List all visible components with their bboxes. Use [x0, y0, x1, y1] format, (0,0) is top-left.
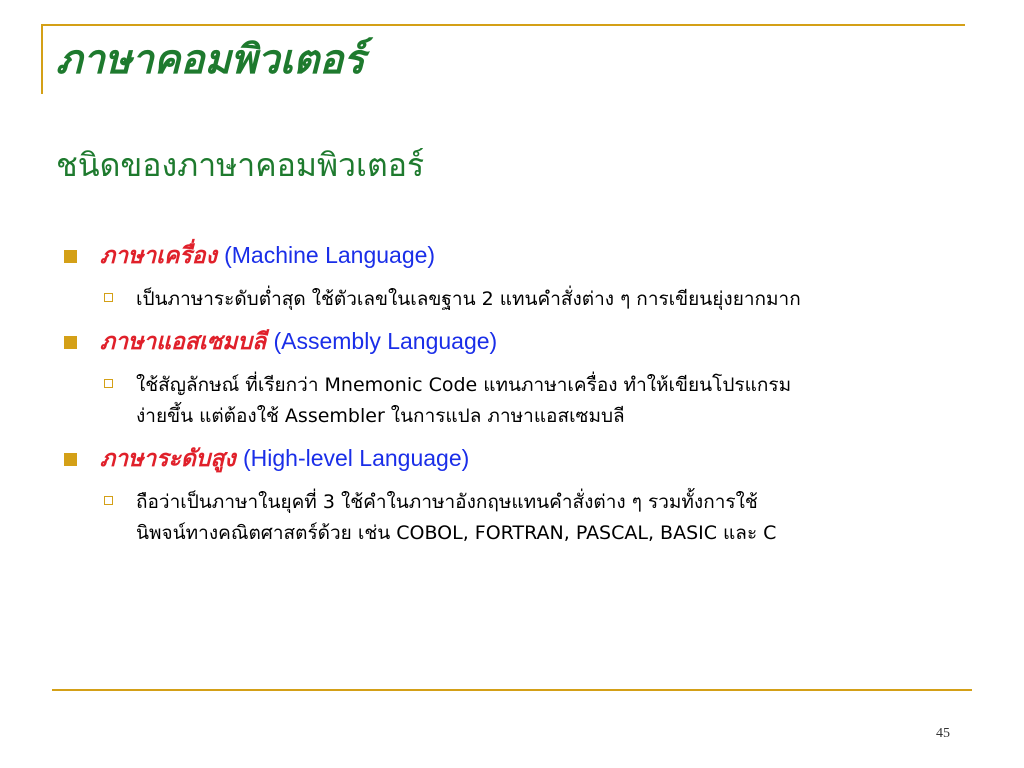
sub-bullet-text: ถือว่าเป็นภาษาในยุคที่ 3 ใช้คำในภาษาอังกฤษแทนคำสั่งต่าง ๆ รวมทั้งการใช้	[136, 491, 758, 514]
bullet-high-level-language	[64, 443, 994, 475]
sub-bullet-text: ใช้สัญลักษณ์ ที่เรียกว่า Mnemonic Code แทนภาษาเครื่อง ทำให้เขียนโปรแกรม	[136, 374, 792, 397]
bullet-heading-thai: ภาษาระดับสูง	[100, 446, 236, 473]
bullet-heading-thai: ภาษาเครื่อง	[100, 243, 217, 269]
sub-bullet-text: เป็นภาษาระดับต่ำสุด ใช้ตัวเลขในเลขฐาน 2 แทนคำสั่งต่าง ๆ การเขียนยุ่งยากมาก	[136, 288, 801, 311]
sub-bullet-assembly-language	[64, 370, 994, 431]
square-bullet-icon	[64, 250, 77, 263]
hollow-square-bullet-icon	[104, 496, 113, 505]
page-number: 45	[936, 726, 950, 741]
sub-bullet-high-level-language	[64, 487, 994, 548]
sub-bullet-machine-language	[64, 284, 994, 314]
hollow-square-bullet-icon	[104, 379, 113, 388]
square-bullet-icon	[64, 453, 77, 466]
slide-title: ภาษาคอมพิวเตอร์	[56, 37, 365, 83]
bullet-list	[64, 240, 994, 560]
bullet-heading-english: (Machine Language)	[224, 242, 436, 268]
bottom-rule	[52, 689, 972, 691]
left-rule	[41, 24, 43, 94]
bullet-assembly-language	[64, 326, 994, 358]
sub-bullet-text: ง่ายขึ้น แต่ต้องใช้ Assembler ในการแปล ภาษาแอสเซมบลี	[136, 404, 625, 427]
bullet-machine-language	[64, 240, 994, 272]
hollow-square-bullet-icon	[104, 293, 113, 302]
bullet-heading-english: (High-level Language)	[242, 445, 470, 472]
bullet-heading-english: (Assembly Language)	[273, 328, 498, 355]
square-bullet-icon	[64, 336, 77, 349]
bullet-heading-thai: ภาษาแอสเซมบลี	[100, 329, 267, 356]
slide-subtitle: ชนิดของภาษาคอมพิวเตอร์	[56, 146, 425, 184]
sub-bullet-text: นิพจน์ทางคณิตศาสตร์ด้วย เช่น COBOL, FORTRAN, PASCAL, BASIC และ C	[136, 521, 777, 544]
top-rule	[41, 24, 965, 26]
